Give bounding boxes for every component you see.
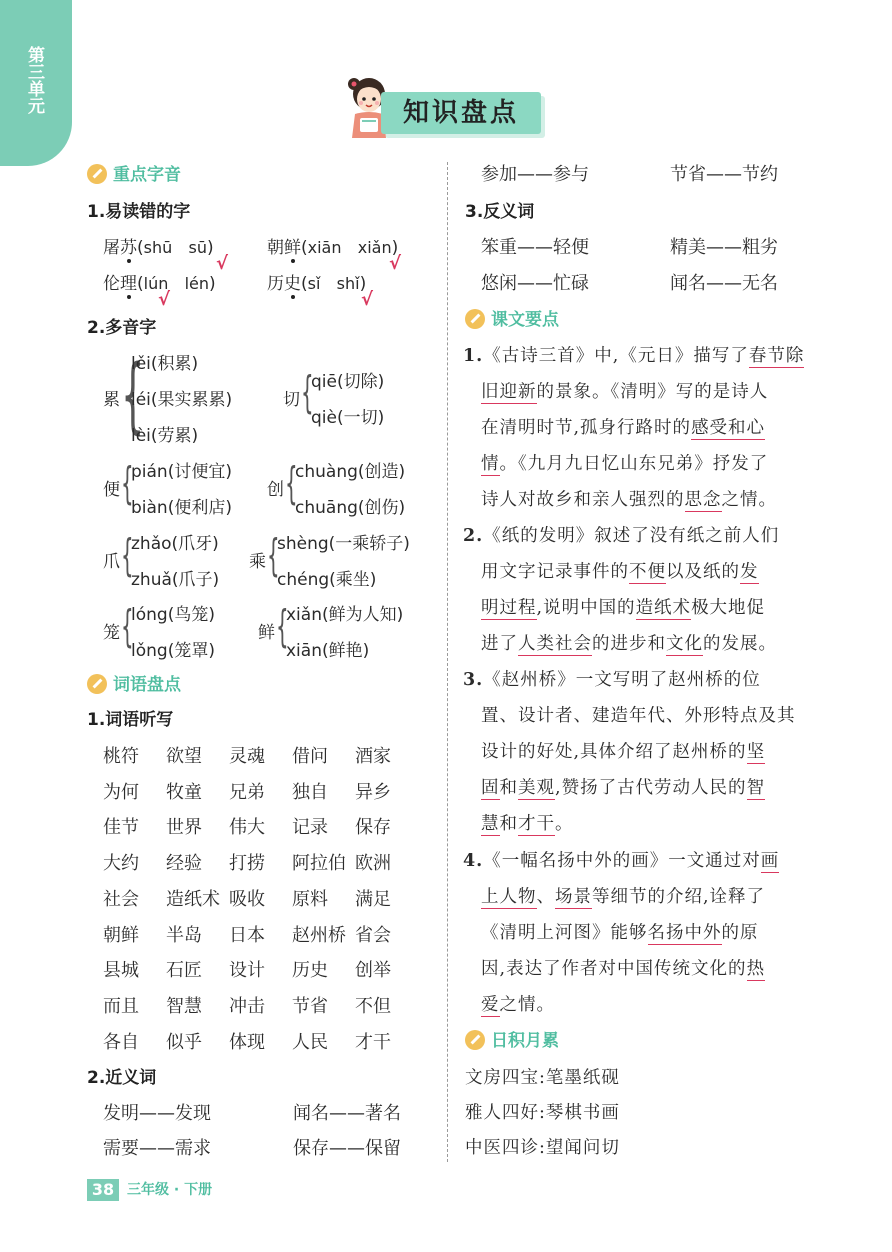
riji-item: 雅人四好:琴棋书画 [465, 1103, 620, 1123]
section-header-ciyu [87, 672, 181, 698]
dictation-word: 设计 [229, 960, 265, 982]
kewen-paragraph-3: 3.《赵州桥》一文写明了赵州桥的位 置、设计者、建造年代、外形特点及其 设计的好处,具体介绍了赵州桥的坚 固和美观,赞扬了古代劳动人民的智 慧和才干。 [463, 670, 796, 834]
dictation-word: 借问 [292, 746, 328, 767]
kewen-paragraph-1: 1.《古诗三首》中,《元日》描写了春节除 旧迎新的景象。《清明》写的是诗人 在清明时节,孤身行路时的感受和心 情。《九月九日忆山东兄弟》抒发了 诗人对故乡和亲人强烈的思念之情。 [463, 346, 805, 510]
yidu-item: 屠苏(shū sū) [103, 238, 214, 258]
poly-char: 乘 [249, 552, 266, 572]
check-mark-icon: √ [389, 253, 402, 274]
riji-item: 文房四宝:笔墨纸砚 [465, 1068, 620, 1088]
subheading-jinyi: 2.近义词 [87, 1068, 157, 1088]
word-pair: 笨重——轻便 [481, 237, 589, 258]
dictation-word: 原料 [292, 888, 328, 910]
dictation-word: 兄弟 [229, 781, 265, 803]
dictation-word: 石匠 [166, 960, 202, 982]
word-pair: 保存——保留 [293, 1138, 401, 1159]
dictation-word: 独自 [292, 781, 328, 803]
word-pair: 悠闲——忙碌 [481, 273, 589, 294]
poly-reading: xiǎn(鲜为人知) [286, 605, 404, 625]
dictation-word: 满足 [355, 888, 391, 910]
dictation-word: 节省 [292, 995, 328, 1017]
word-pair: 闻名——无名 [670, 273, 778, 294]
dictation-word: 佳节 [103, 817, 139, 839]
dictation-word: 经验 [166, 853, 202, 875]
dictation-word: 似乎 [166, 1031, 202, 1053]
check-mark-icon: √ [158, 289, 171, 310]
page-title: 知识盘点 [402, 98, 519, 128]
section-title: 词语盘点 [113, 675, 181, 695]
dictation-word: 欧洲 [355, 853, 391, 875]
poly-reading: zhǎo(爪牙) [131, 534, 219, 554]
subheading-fanyi: 3.反义词 [465, 202, 535, 222]
brace-icon: { [267, 530, 280, 581]
word-pair: 闻名——著名 [293, 1103, 401, 1124]
poly-reading: qiè(一切) [311, 408, 385, 428]
check-mark-icon: √ [216, 253, 229, 274]
brace-icon: { [121, 458, 134, 509]
poly-reading: chuāng(创伤) [295, 498, 406, 518]
riji-item: 中医四诊:望闻问切 [465, 1138, 620, 1158]
brace-icon: { [121, 348, 145, 443]
poly-char: 便 [103, 480, 120, 500]
dictation-word: 不但 [355, 995, 391, 1017]
kewen-paragraph-4: 4.《一幅名扬中外的画》一文通过对画 上人物、场景等细节的介绍,诠释了 《清明上河图》能够名扬中外的原 因,表达了作者对中国传统文化的热 爱之情。 [463, 851, 780, 1015]
subheading-duoyin: 2.多音字 [87, 318, 157, 338]
poly-reading: lǒng(笼罩) [131, 641, 215, 661]
word-pair: 精美——粗劣 [670, 237, 778, 258]
poly-char: 累 [103, 390, 120, 410]
dictation-word: 欲望 [166, 746, 202, 767]
dictation-word: 朝鲜 [103, 924, 139, 946]
yidu-item: 朝鲜(xiān xiǎn) [267, 238, 399, 258]
poly-reading: chuàng(创造) [295, 462, 406, 482]
dictation-word: 省会 [355, 924, 391, 946]
section-header-kewen [465, 307, 559, 333]
column-divider [447, 162, 448, 1162]
dictation-word: 阿拉伯 [292, 853, 346, 875]
dictation-word: 县城 [103, 960, 139, 982]
dictation-word: 酒家 [355, 746, 391, 767]
dictation-word: 世界 [166, 817, 202, 839]
dictation-word: 赵州桥 [292, 924, 346, 946]
poly-reading: lóng(鸟笼) [131, 605, 215, 625]
section-title: 日积月累 [491, 1031, 559, 1051]
word-pair: 节省——节约 [670, 164, 778, 185]
unit-tab [0, 0, 72, 166]
dictation-word: 桃符 [103, 746, 139, 767]
poly-reading: pián(讨便宜) [131, 462, 232, 482]
page-number: 38 [87, 1179, 119, 1201]
poly-char: 切 [283, 390, 300, 410]
dictation-word: 历史 [292, 960, 328, 982]
pencil-icon [465, 1030, 485, 1050]
dictation-word: 半岛 [166, 924, 202, 946]
dictation-word: 打捞 [229, 853, 265, 875]
poly-char: 创 [267, 480, 284, 500]
poly-reading: shèng(一乘轿子) [277, 534, 410, 554]
yidu-item: 伦理(lún lén) [103, 274, 216, 294]
poly-char: 笼 [103, 623, 120, 643]
dictation-word: 体现 [229, 1031, 265, 1053]
dictation-word: 日本 [229, 924, 265, 946]
poly-reading: qiē(切除) [311, 372, 385, 392]
title-banner [381, 92, 541, 134]
brace-icon: { [121, 530, 134, 581]
pencil-icon [465, 309, 485, 329]
brace-icon: { [285, 458, 298, 509]
word-pair: 参加——参与 [481, 164, 589, 185]
dictation-word: 各自 [103, 1031, 139, 1053]
brace-icon: { [276, 601, 289, 652]
poly-reading: xiān(鲜艳) [286, 641, 370, 661]
dictation-word: 记录 [292, 817, 328, 839]
dictation-word: 而且 [103, 995, 139, 1017]
dictation-word: 牧童 [166, 781, 202, 803]
dictation-word: 冲击 [229, 995, 265, 1017]
yidu-item: 历史(sǐ shǐ) [267, 274, 367, 294]
dictation-word: 才干 [355, 1031, 391, 1053]
unit-label: 第三单元 [24, 46, 44, 114]
dictation-word: 社会 [103, 888, 139, 910]
grade-label: 三年级 · 下册 [127, 1182, 213, 1198]
brace-icon: { [301, 367, 314, 418]
dictation-word: 伟大 [229, 817, 265, 839]
word-pair: 发明——发现 [103, 1103, 211, 1124]
check-mark-icon: √ [361, 289, 374, 310]
dictation-word: 创举 [355, 960, 391, 982]
poly-reading: léi(果实累累) [131, 390, 233, 410]
poly-reading: biàn(便利店) [131, 498, 232, 518]
kewen-paragraph-2: 2.《纸的发明》叙述了没有纸之前人们 用文字记录事件的不便以及纸的发 明过程,说明中国的造纸术极大地促 进了人类社会的进步和文化的发展。 [463, 526, 780, 654]
pencil-icon [87, 164, 107, 184]
subheading-yidu: 1.易读错的字 [87, 202, 191, 222]
dictation-word: 异乡 [355, 781, 391, 803]
poly-reading: lèi(劳累) [131, 426, 199, 446]
poly-reading: lěi(积累) [131, 354, 199, 374]
subheading-tingxie: 1.词语听写 [87, 710, 174, 730]
section-title: 课文要点 [491, 310, 559, 330]
dictation-word: 大约 [103, 853, 139, 875]
pencil-icon [87, 674, 107, 694]
poly-reading: zhuǎ(爪子) [131, 570, 220, 590]
poly-reading: chéng(乘坐) [277, 570, 377, 590]
dictation-word: 造纸术 [166, 888, 220, 910]
section-header-zizi [87, 162, 181, 188]
dictation-word: 吸收 [229, 888, 265, 910]
word-pair: 需要——需求 [103, 1138, 211, 1159]
poly-char: 鲜 [258, 623, 275, 643]
dictation-word: 保存 [355, 817, 391, 839]
section-title: 重点字音 [113, 165, 181, 185]
section-header-riji [465, 1028, 559, 1054]
dictation-word: 人民 [292, 1031, 328, 1053]
dictation-word: 为何 [103, 781, 139, 803]
brace-icon: { [121, 601, 134, 652]
dictation-word: 智慧 [166, 995, 202, 1017]
dictation-word: 灵魂 [229, 746, 265, 767]
poly-char: 爪 [103, 552, 120, 572]
